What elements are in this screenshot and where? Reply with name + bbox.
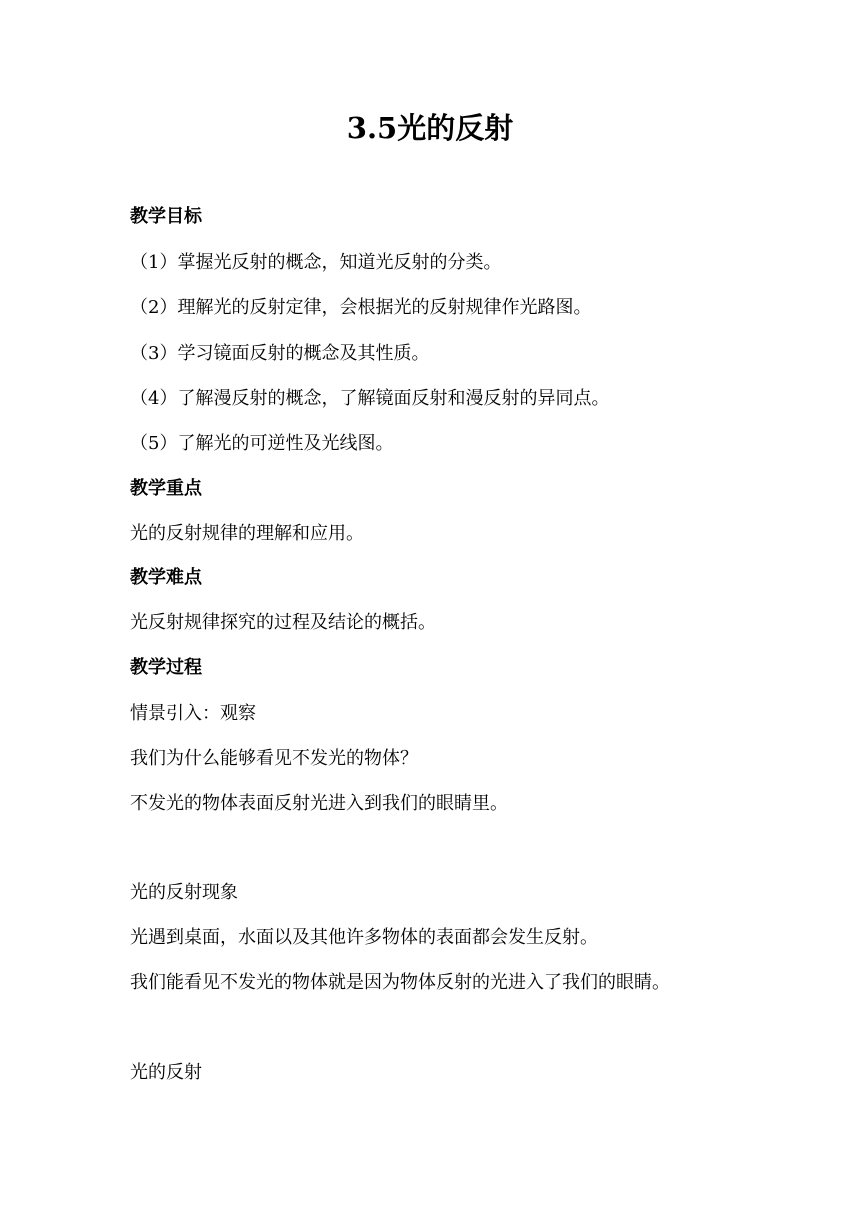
goals-heading: 教学目标 [130,206,202,227]
goal-item-2: （2）理解光的反射定律，会根据光的反射规律作光路图。 [130,297,592,318]
goal-item-5: （5）了解光的可逆性及光线图。 [130,433,394,454]
process-heading: 教学过程 [130,657,202,678]
process-line-5: 光遇到桌面，水面以及其他许多物体的表面都会发生反射。 [130,927,598,948]
goal-item-4: （4）了解漫反射的概念，了解镜面反射和漫反射的异同点。 [130,388,610,409]
process-line-2: 我们为什么能够看见不发光的物体？ [130,748,418,769]
process-line-4: 光的反射现象 [130,882,238,903]
difficulty-heading: 教学难点 [130,567,202,588]
process-line-1: 情景引入：观察 [130,703,256,724]
document-title: 3.5光的反射 [346,111,514,145]
process-line-6: 我们能看见不发光的物体就是因为物体反射的光进入了我们的眼睛。 [130,972,670,993]
goal-item-1: （1）掌握光反射的概念，知道光反射的分类。 [130,252,502,273]
key-point-text: 光的反射规律的理解和应用。 [130,523,364,544]
goal-item-3: （3）学习镜面反射的概念及其性质。 [130,343,430,364]
process-line-3: 不发光的物体表面反射光进入到我们的眼睛里。 [130,793,508,814]
difficulty-text: 光反射规律探究的过程及结论的概括。 [130,612,436,633]
process-line-7: 光的反射 [130,1062,202,1083]
key-point-heading: 教学重点 [130,478,202,499]
